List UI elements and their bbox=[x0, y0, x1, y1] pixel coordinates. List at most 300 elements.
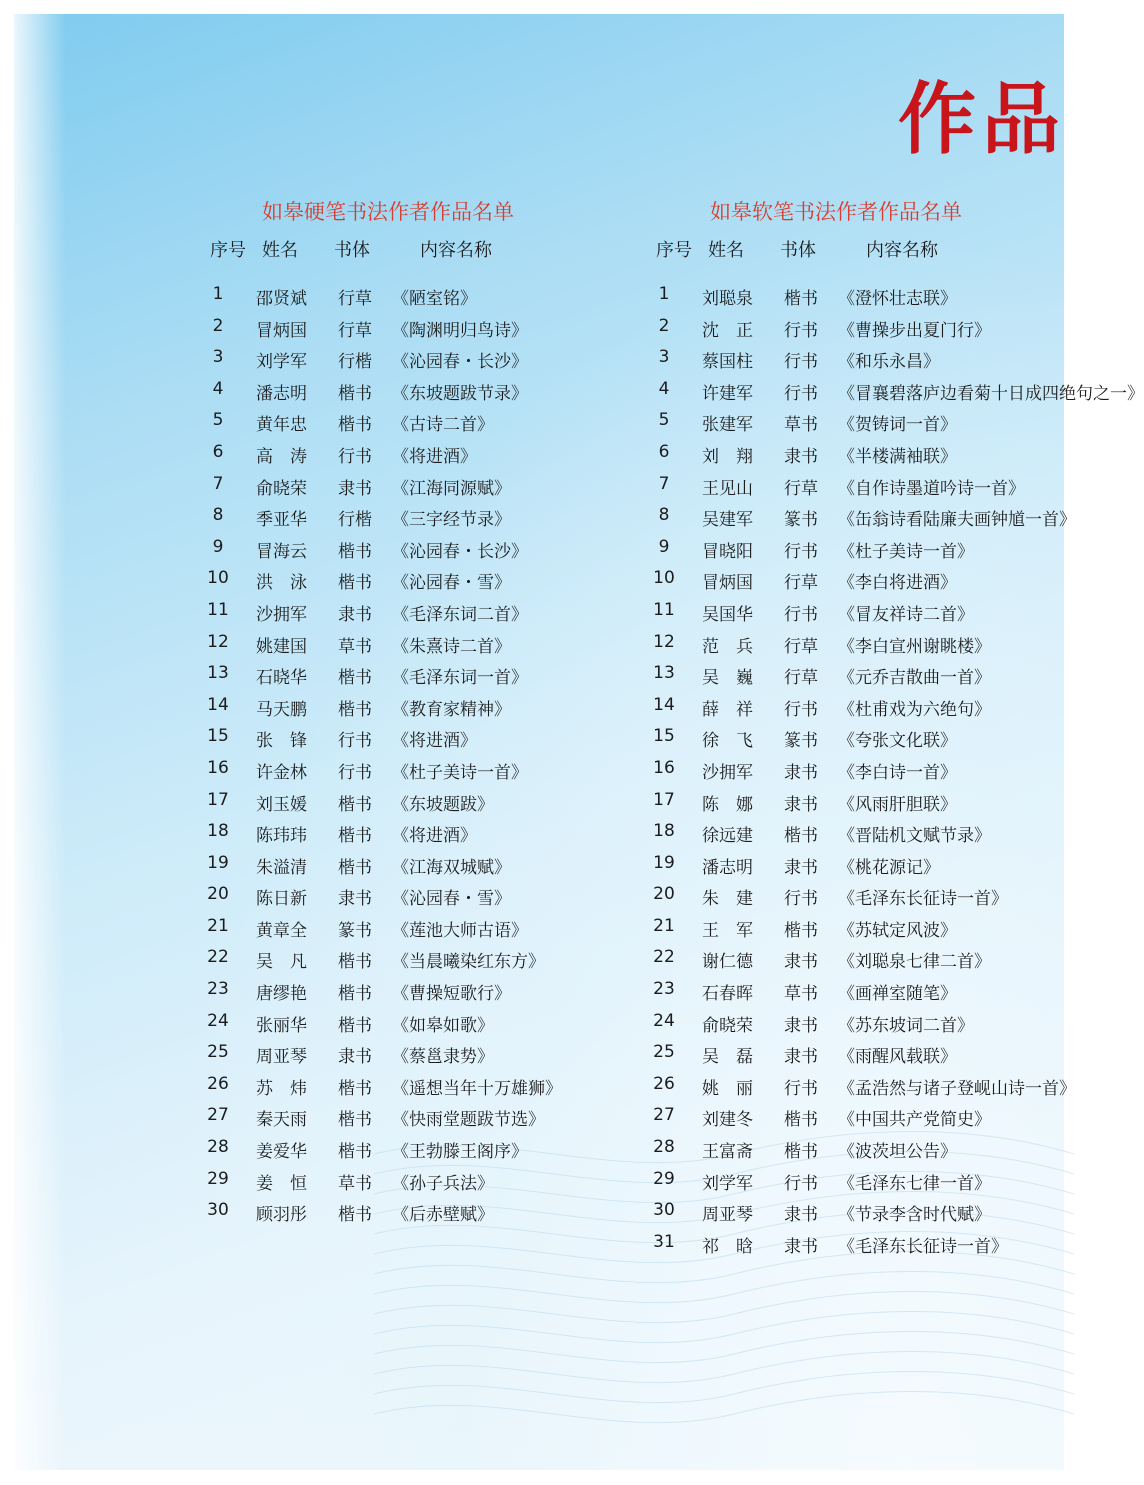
script-style: 楷书 bbox=[338, 573, 372, 594]
entry-number: 9 bbox=[658, 536, 670, 557]
work-title: 《江海同源赋》 bbox=[392, 478, 511, 499]
entry-number: 2 bbox=[212, 315, 224, 336]
table-row bbox=[196, 789, 494, 822]
entry-number: 26 bbox=[207, 1073, 229, 1094]
author-name: 吴建军 bbox=[702, 510, 753, 531]
author-name: 潘志明 bbox=[256, 383, 307, 404]
author-name: 俞晓荣 bbox=[702, 1015, 753, 1036]
author-name: 俞晓荣 bbox=[256, 478, 307, 499]
table-row bbox=[196, 694, 511, 727]
table-row bbox=[642, 631, 991, 664]
script-style: 楷书 bbox=[338, 1078, 372, 1099]
entry-number: 10 bbox=[207, 568, 229, 589]
work-title: 《和乐永昌》 bbox=[838, 352, 940, 373]
column-header-name: 姓名 bbox=[262, 240, 298, 261]
script-style: 隶书 bbox=[784, 952, 818, 973]
author-name: 姜 恒 bbox=[256, 1173, 307, 1194]
author-name: 王见山 bbox=[702, 478, 753, 499]
table-row bbox=[642, 852, 940, 885]
entry-number: 5 bbox=[658, 410, 670, 431]
script-style: 楷书 bbox=[338, 1015, 372, 1036]
entry-number: 1 bbox=[212, 284, 224, 304]
script-style: 篆书 bbox=[784, 731, 818, 752]
script-style: 隶书 bbox=[338, 604, 372, 625]
table-row bbox=[196, 915, 528, 948]
author-name: 高 涛 bbox=[256, 446, 307, 467]
entry-number: 28 bbox=[653, 1137, 675, 1158]
entry-number: 8 bbox=[212, 505, 224, 526]
table-row bbox=[642, 1010, 974, 1043]
column-header-style: 书体 bbox=[334, 240, 370, 261]
table-row bbox=[642, 473, 1025, 506]
entry-number: 19 bbox=[653, 852, 675, 873]
script-style: 行书 bbox=[784, 604, 818, 625]
work-title: 《如皋如歌》 bbox=[392, 1015, 494, 1036]
script-style: 楷书 bbox=[338, 699, 372, 720]
work-title: 《冒襄碧落庐边看菊十日成四绝句之一》 bbox=[838, 383, 1144, 404]
entry-number: 28 bbox=[207, 1137, 229, 1158]
entry-number: 6 bbox=[212, 441, 224, 462]
entry-number: 25 bbox=[653, 1042, 675, 1063]
work-title: 《节录李含时代赋》 bbox=[838, 1205, 991, 1226]
entry-number: 16 bbox=[207, 757, 229, 778]
author-name: 王 军 bbox=[702, 920, 753, 941]
author-name: 祁 晗 bbox=[702, 1236, 753, 1257]
author-name: 冒炳国 bbox=[256, 320, 307, 341]
script-style: 行书 bbox=[338, 446, 372, 467]
table-row bbox=[642, 284, 957, 316]
author-name: 姜爱华 bbox=[256, 1142, 307, 1163]
script-style: 行草 bbox=[784, 636, 818, 657]
entry-number: 15 bbox=[653, 726, 675, 747]
script-style: 楷书 bbox=[784, 1110, 818, 1131]
brush-list bbox=[642, 192, 1144, 1263]
author-name: 潘志明 bbox=[702, 857, 753, 878]
work-title: 《当晨曦染红东方》 bbox=[392, 952, 545, 973]
entry-number: 14 bbox=[653, 694, 675, 715]
script-style: 行草 bbox=[784, 573, 818, 594]
work-title: 《沁园春・长沙》 bbox=[392, 541, 528, 562]
script-style: 隶书 bbox=[784, 1205, 818, 1226]
work-title: 《东坡题跋节录》 bbox=[392, 383, 528, 404]
author-name: 周亚琴 bbox=[256, 1047, 307, 1068]
table-row bbox=[642, 410, 957, 442]
script-style: 楷书 bbox=[784, 289, 818, 309]
work-title: 《元乔吉散曲一首》 bbox=[838, 668, 991, 689]
entry-number: 29 bbox=[653, 1168, 675, 1189]
entry-number: 18 bbox=[653, 821, 675, 842]
script-style: 隶书 bbox=[784, 1236, 818, 1257]
author-name: 王富斋 bbox=[702, 1142, 753, 1163]
script-style: 楷书 bbox=[784, 1142, 818, 1163]
author-name: 邵贤斌 bbox=[256, 289, 307, 309]
table-row bbox=[196, 347, 528, 379]
table-row bbox=[642, 1073, 1076, 1106]
table-row bbox=[196, 1073, 562, 1106]
work-title: 《东坡题跋》 bbox=[392, 794, 494, 815]
table-row bbox=[196, 884, 511, 916]
script-style: 隶书 bbox=[338, 478, 372, 499]
author-name: 黄年忠 bbox=[256, 415, 307, 436]
script-style: 行书 bbox=[784, 1173, 818, 1194]
table-row bbox=[196, 410, 494, 442]
entry-number: 3 bbox=[212, 347, 224, 368]
author-name: 刘学军 bbox=[702, 1173, 753, 1194]
table-row bbox=[642, 505, 1076, 537]
entry-number: 29 bbox=[207, 1168, 229, 1189]
table-row bbox=[196, 1105, 545, 1137]
work-title: 《毛泽东词二首》 bbox=[392, 604, 528, 625]
work-title: 《朱熹诗二首》 bbox=[392, 636, 511, 657]
table-row bbox=[642, 789, 957, 822]
entry-number: 22 bbox=[653, 947, 675, 968]
table-row bbox=[642, 347, 940, 379]
table-row bbox=[642, 1231, 1008, 1264]
author-name: 朱 建 bbox=[702, 889, 753, 910]
table-row bbox=[196, 378, 528, 411]
script-style: 行书 bbox=[784, 383, 818, 404]
script-style: 隶书 bbox=[784, 794, 818, 815]
entry-number: 6 bbox=[658, 441, 670, 462]
entry-number: 27 bbox=[207, 1105, 229, 1126]
author-name: 姚建国 bbox=[256, 636, 307, 657]
author-name: 黄章全 bbox=[256, 920, 307, 941]
entry-number: 15 bbox=[207, 726, 229, 747]
table-row bbox=[642, 726, 957, 758]
script-style: 楷书 bbox=[338, 1110, 372, 1131]
script-style: 草书 bbox=[784, 415, 818, 436]
work-title: 《桃花源记》 bbox=[838, 857, 940, 878]
work-title: 《毛泽东长征诗一首》 bbox=[838, 1236, 1008, 1257]
table-row bbox=[196, 536, 528, 569]
work-title: 《陋室铭》 bbox=[392, 289, 477, 309]
entry-number: 25 bbox=[207, 1042, 229, 1063]
script-style: 行草 bbox=[338, 289, 372, 309]
work-title: 《孟浩然与诸子登岘山诗一首》 bbox=[838, 1078, 1076, 1099]
table-row bbox=[196, 599, 528, 632]
work-title: 《三字经节录》 bbox=[392, 510, 511, 531]
table-row bbox=[642, 694, 991, 727]
table-row bbox=[642, 1200, 991, 1232]
work-title: 《晋陆机文赋节录》 bbox=[838, 826, 991, 847]
entry-number: 27 bbox=[653, 1105, 675, 1126]
entry-number: 7 bbox=[658, 473, 670, 494]
table-row bbox=[196, 947, 545, 979]
entry-number: 4 bbox=[658, 378, 670, 399]
script-style: 楷书 bbox=[338, 984, 372, 1005]
script-style: 行书 bbox=[784, 541, 818, 562]
work-title: 《苏轼定风波》 bbox=[838, 920, 957, 941]
work-title: 《遥想当年十万雄狮》 bbox=[392, 1078, 562, 1099]
work-title: 《毛泽东词一首》 bbox=[392, 668, 528, 689]
table-row bbox=[196, 315, 528, 348]
author-name: 吴 凡 bbox=[256, 952, 307, 973]
script-style: 行书 bbox=[338, 731, 372, 752]
author-name: 季亚华 bbox=[256, 510, 307, 531]
table-row bbox=[196, 1168, 494, 1201]
table-row bbox=[642, 599, 974, 632]
entry-number: 10 bbox=[653, 568, 675, 589]
author-name: 许金林 bbox=[256, 762, 307, 783]
table-row bbox=[196, 821, 477, 853]
author-name: 吴 磊 bbox=[702, 1047, 753, 1068]
work-title: 《缶翁诗看陆廉夫画钟馗一首》 bbox=[838, 510, 1076, 531]
author-name: 陈玮玮 bbox=[256, 826, 307, 847]
author-name: 周亚琴 bbox=[702, 1205, 753, 1226]
entry-number: 19 bbox=[207, 852, 229, 873]
column-header-name: 姓名 bbox=[708, 240, 744, 261]
entry-number: 18 bbox=[207, 821, 229, 842]
author-name: 徐 飞 bbox=[702, 731, 753, 752]
work-title: 《孙子兵法》 bbox=[392, 1173, 494, 1194]
script-style: 行书 bbox=[784, 320, 818, 341]
table-row bbox=[196, 663, 528, 695]
entry-number: 4 bbox=[212, 378, 224, 399]
entry-number: 30 bbox=[207, 1200, 229, 1221]
author-name: 苏 炜 bbox=[256, 1078, 307, 1099]
author-name: 马天鹏 bbox=[256, 699, 307, 720]
author-name: 陈日新 bbox=[256, 889, 307, 910]
work-title: 《沁园春・长沙》 bbox=[392, 352, 528, 373]
script-style: 隶书 bbox=[784, 446, 818, 467]
entry-number: 12 bbox=[207, 631, 229, 652]
script-style: 楷书 bbox=[338, 826, 372, 847]
work-title: 《杜甫戏为六绝句》 bbox=[838, 699, 991, 720]
author-name: 吴 巍 bbox=[702, 668, 753, 689]
table-row bbox=[642, 378, 1144, 411]
table-row bbox=[642, 1137, 957, 1169]
author-name: 张丽华 bbox=[256, 1015, 307, 1036]
table-row bbox=[642, 1105, 991, 1137]
script-style: 行草 bbox=[784, 668, 818, 689]
work-title: 《雨醒风载联》 bbox=[838, 1047, 957, 1068]
author-name: 刘 翔 bbox=[702, 446, 753, 467]
work-title: 《古诗二首》 bbox=[392, 415, 494, 436]
brush-column-headers bbox=[642, 236, 938, 274]
work-title: 《沁园春・雪》 bbox=[392, 573, 511, 594]
script-style: 隶书 bbox=[784, 1047, 818, 1068]
table-row bbox=[642, 884, 1008, 916]
script-style: 隶书 bbox=[338, 889, 372, 910]
script-style: 楷书 bbox=[338, 415, 372, 436]
work-title: 《半楼满袖联》 bbox=[838, 446, 957, 467]
work-title: 《后赤壁赋》 bbox=[392, 1205, 494, 1226]
script-style: 楷书 bbox=[338, 952, 372, 973]
entry-number: 7 bbox=[212, 473, 224, 494]
entry-number: 20 bbox=[207, 884, 229, 905]
author-name: 沈 正 bbox=[702, 320, 753, 341]
author-name: 姚 丽 bbox=[702, 1078, 753, 1099]
hard-pen-list-title: 如皋硬笔书法作者作品名单 bbox=[262, 200, 514, 224]
entry-number: 31 bbox=[653, 1231, 675, 1252]
author-name: 顾羽彤 bbox=[256, 1205, 307, 1226]
entry-number: 13 bbox=[207, 663, 229, 684]
script-style: 篆书 bbox=[338, 920, 372, 941]
script-style: 行草 bbox=[338, 320, 372, 341]
work-title: 《苏东坡词二首》 bbox=[838, 1015, 974, 1036]
table-row bbox=[642, 663, 991, 695]
table-row bbox=[196, 852, 511, 885]
hard-pen-column-headers bbox=[196, 236, 492, 274]
table-row bbox=[196, 1137, 528, 1169]
script-style: 行书 bbox=[784, 1078, 818, 1099]
work-title: 《蔡邕隶势》 bbox=[392, 1047, 494, 1068]
author-name: 冒晓阳 bbox=[702, 541, 753, 562]
author-name: 蔡国柱 bbox=[702, 352, 753, 373]
entry-number: 23 bbox=[653, 979, 675, 1000]
entry-number: 26 bbox=[653, 1073, 675, 1094]
work-title: 《中国共产党简史》 bbox=[838, 1110, 991, 1131]
work-title: 《将进酒》 bbox=[392, 826, 477, 847]
table-row bbox=[642, 315, 991, 348]
author-name: 谢仁德 bbox=[702, 952, 753, 973]
work-title: 《夸张文化联》 bbox=[838, 731, 957, 752]
entry-number: 22 bbox=[207, 947, 229, 968]
work-title: 《波茨坦公告》 bbox=[838, 1142, 957, 1163]
work-title: 《李白诗一首》 bbox=[838, 762, 957, 783]
author-name: 沙拥军 bbox=[256, 604, 307, 625]
author-name: 洪 泳 bbox=[256, 573, 307, 594]
entry-number: 1 bbox=[658, 284, 670, 304]
work-title: 《刘聪泉七律二首》 bbox=[838, 952, 991, 973]
page-heading: 作品 bbox=[898, 75, 1067, 165]
script-style: 行书 bbox=[784, 352, 818, 373]
entry-number: 5 bbox=[212, 410, 224, 431]
column-header-number: 序号 bbox=[656, 240, 692, 261]
table-row bbox=[196, 757, 528, 790]
work-title: 《莲池大师古语》 bbox=[392, 920, 528, 941]
column-header-style: 书体 bbox=[780, 240, 816, 261]
entry-number: 24 bbox=[207, 1010, 229, 1031]
entry-number: 2 bbox=[658, 315, 670, 336]
script-style: 草书 bbox=[338, 636, 372, 657]
entry-number: 11 bbox=[207, 599, 229, 620]
work-title: 《画禅室随笔》 bbox=[838, 984, 957, 1005]
work-title: 《自作诗墨道吟诗一首》 bbox=[838, 478, 1025, 499]
work-title: 《风雨肝胆联》 bbox=[838, 794, 957, 815]
entry-number: 14 bbox=[207, 694, 229, 715]
author-name: 范 兵 bbox=[702, 636, 753, 657]
script-style: 行书 bbox=[784, 889, 818, 910]
entry-number: 12 bbox=[653, 631, 675, 652]
table-row bbox=[642, 979, 957, 1011]
entry-number: 21 bbox=[653, 915, 675, 936]
work-title: 《曹操步出夏门行》 bbox=[838, 320, 991, 341]
table-row bbox=[642, 915, 957, 948]
script-style: 楷书 bbox=[338, 857, 372, 878]
script-style: 楷书 bbox=[338, 794, 372, 815]
author-name: 石春晖 bbox=[702, 984, 753, 1005]
work-title: 《王勃滕王阁序》 bbox=[392, 1142, 528, 1163]
work-title: 《毛泽东长征诗一首》 bbox=[838, 889, 1008, 910]
author-name: 许建军 bbox=[702, 383, 753, 404]
brochure-page bbox=[14, 14, 1144, 1470]
table-row bbox=[642, 568, 957, 600]
column-header-work: 内容名称 bbox=[420, 240, 492, 261]
script-style: 隶书 bbox=[784, 762, 818, 783]
work-title: 《沁园春・雪》 bbox=[392, 889, 511, 910]
work-title: 《毛泽东七律一首》 bbox=[838, 1173, 991, 1194]
author-name: 冒炳国 bbox=[702, 573, 753, 594]
author-name: 薛 祥 bbox=[702, 699, 753, 720]
work-title: 《澄怀壮志联》 bbox=[838, 289, 957, 309]
table-row bbox=[196, 441, 477, 474]
table-row bbox=[642, 441, 957, 474]
entry-number: 24 bbox=[653, 1010, 675, 1031]
author-name: 刘聪泉 bbox=[702, 289, 753, 309]
script-style: 隶书 bbox=[784, 857, 818, 878]
script-style: 楷书 bbox=[784, 826, 818, 847]
brush-list-title: 如皋软笔书法作者作品名单 bbox=[710, 200, 962, 224]
table-row bbox=[196, 1042, 494, 1074]
entry-number: 23 bbox=[207, 979, 229, 1000]
author-name: 陈 娜 bbox=[702, 794, 753, 815]
work-title: 《杜子美诗一首》 bbox=[838, 541, 974, 562]
table-row bbox=[642, 757, 957, 790]
table-row bbox=[642, 947, 991, 979]
script-style: 行书 bbox=[784, 699, 818, 720]
script-style: 行书 bbox=[338, 762, 372, 783]
table-row bbox=[196, 505, 511, 537]
work-title: 《快雨堂题跋节选》 bbox=[392, 1110, 545, 1131]
author-name: 刘玉媛 bbox=[256, 794, 307, 815]
table-row bbox=[642, 1042, 957, 1074]
entry-number: 3 bbox=[658, 347, 670, 368]
table-row bbox=[642, 536, 974, 569]
work-title: 《李白宣州谢眺楼》 bbox=[838, 636, 991, 657]
script-style: 隶书 bbox=[338, 1047, 372, 1068]
entry-number: 20 bbox=[653, 884, 675, 905]
column-header-work: 内容名称 bbox=[866, 240, 938, 261]
author-name: 冒海云 bbox=[256, 541, 307, 562]
table-row bbox=[196, 473, 511, 506]
author-name: 刘建冬 bbox=[702, 1110, 753, 1131]
brush-rows bbox=[642, 284, 1144, 1263]
entry-number: 11 bbox=[653, 599, 675, 620]
author-name: 朱溢清 bbox=[256, 857, 307, 878]
script-style: 行草 bbox=[784, 478, 818, 499]
table-row bbox=[642, 821, 991, 853]
table-row bbox=[196, 284, 477, 316]
table-row bbox=[196, 1200, 494, 1232]
entry-number: 17 bbox=[207, 789, 229, 810]
script-style: 行楷 bbox=[338, 352, 372, 373]
author-name: 张 锋 bbox=[256, 731, 307, 752]
author-name: 刘学军 bbox=[256, 352, 307, 373]
entry-number: 9 bbox=[212, 536, 224, 557]
work-title: 《教育家精神》 bbox=[392, 699, 511, 720]
hard-pen-list bbox=[196, 192, 562, 1232]
script-style: 篆书 bbox=[784, 510, 818, 531]
author-name: 沙拥军 bbox=[702, 762, 753, 783]
entry-number: 8 bbox=[658, 505, 670, 526]
script-style: 楷书 bbox=[338, 1205, 372, 1226]
work-title: 《李白将进酒》 bbox=[838, 573, 957, 594]
script-style: 楷书 bbox=[338, 668, 372, 689]
work-title: 《将进酒》 bbox=[392, 731, 477, 752]
author-name: 唐缪艳 bbox=[256, 984, 307, 1005]
work-title: 《陶渊明归鸟诗》 bbox=[392, 320, 528, 341]
entry-number: 16 bbox=[653, 757, 675, 778]
script-style: 草书 bbox=[338, 1173, 372, 1194]
script-style: 行楷 bbox=[338, 510, 372, 531]
hard-pen-rows bbox=[196, 284, 562, 1232]
entry-number: 30 bbox=[653, 1200, 675, 1221]
table-row bbox=[196, 568, 511, 600]
script-style: 楷书 bbox=[338, 383, 372, 404]
script-style: 楷书 bbox=[784, 920, 818, 941]
author-name: 张建军 bbox=[702, 415, 753, 436]
